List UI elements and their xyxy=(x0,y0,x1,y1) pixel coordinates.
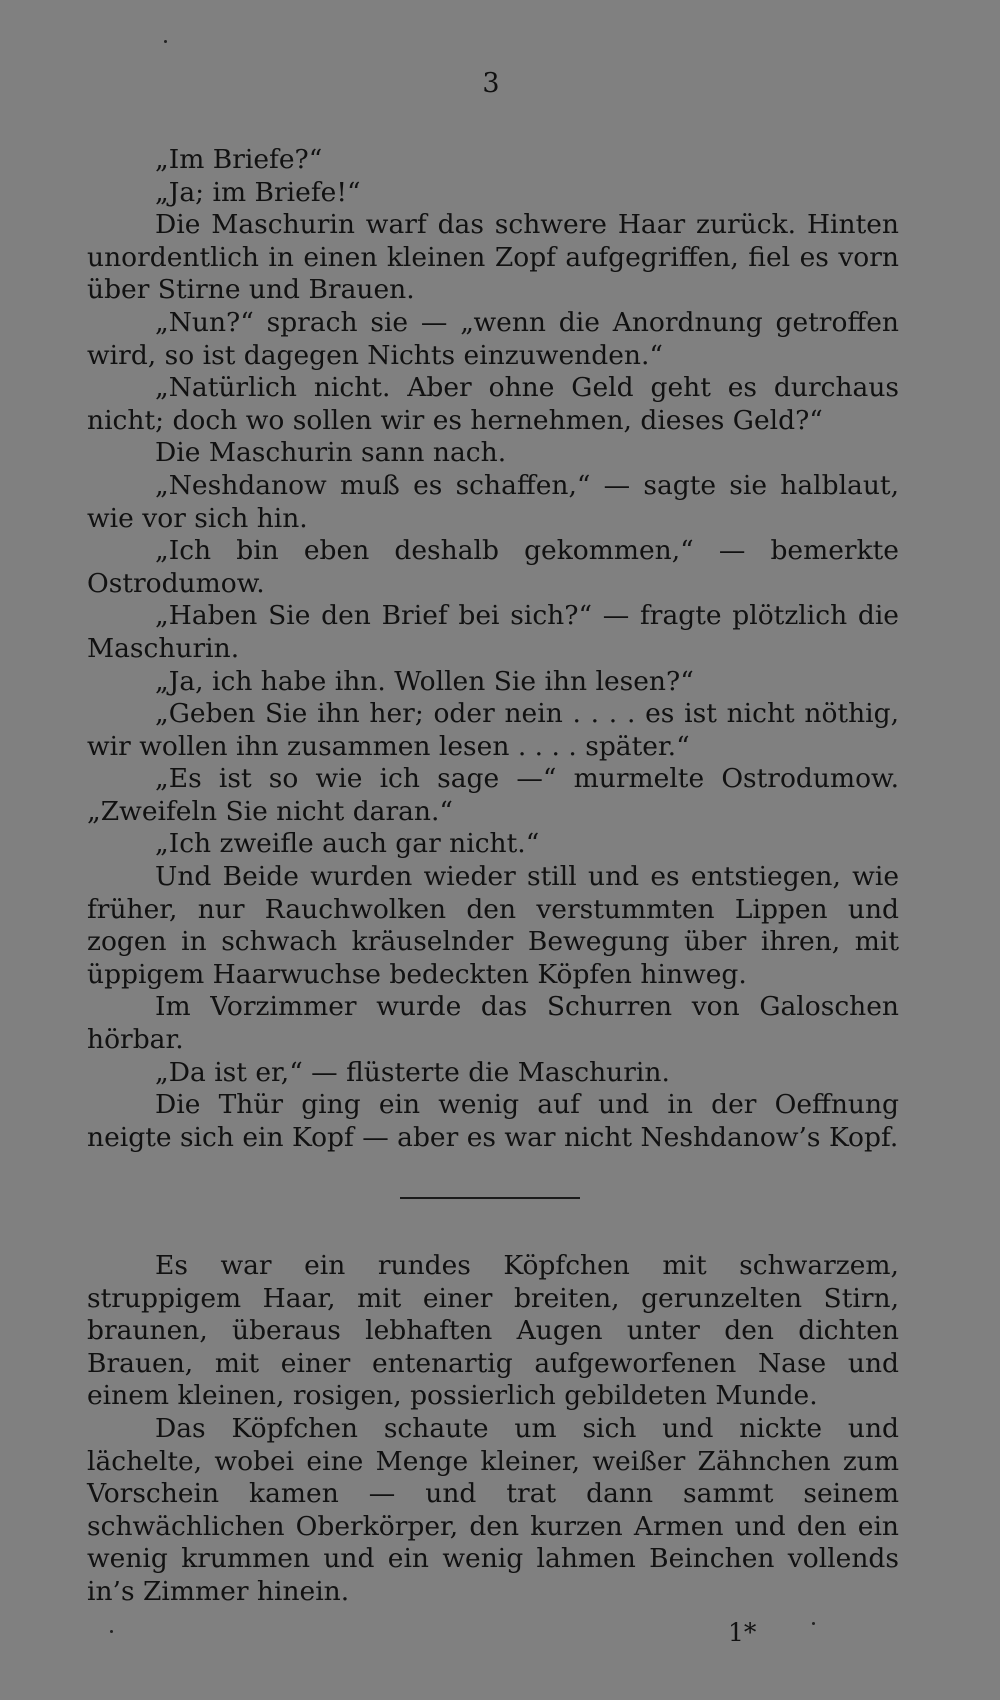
paragraph: Es war ein rundes Köpfchen mit schwarzem, struppigem Haar, mit einer breiten, gerunzelten Stirn, braunen, überaus lebhaften Augen unter den dichten Brauen, mit einer entenartig aufgeworfenen Nase und einem kleinen, rosigen, possierlich gebildeten Munde. xyxy=(87,1250,899,1412)
section-divider xyxy=(400,1197,580,1199)
paragraph: „Ja, ich habe ihn. Wollen Sie ihn lesen?“ xyxy=(155,665,694,697)
paragraph: „Da ist er,“ — flüsterte die Maschurin. xyxy=(155,1056,670,1088)
paragraph: „Im Briefe?“ xyxy=(155,144,323,175)
paragraph: „Natürlich nicht. Aber ohne Geld geht es durchaus nicht; doch wo sollen wir es hernehmen, dieses Geld?“ xyxy=(87,372,899,436)
paragraph: Die Thür ging ein wenig auf und in der Oeffnung neigte sich ein Kopf — aber es war nicht Neshdanow’s Kopf. xyxy=(87,1089,899,1153)
paragraph: Die Maschurin warf das schwere Haar zurück. Hinten unordentlich in einen kleinen Zopf aufgegriffen, fiel es vorn über Stirne und Brauen. xyxy=(87,209,899,306)
paragraph: „Geben Sie ihn her; oder nein . . . . es ist nicht nöthig, wir wollen ihn zusammen lesen . . . . später.“ xyxy=(87,698,899,762)
print-speck xyxy=(812,1622,815,1625)
print-speck xyxy=(164,40,167,43)
paragraph: „Nun?“ sprach sie — „wenn die Anordnung getroffen wird, so ist dagegen Nichts einzuwenden.“ xyxy=(87,306,899,371)
signature-mark: 1* xyxy=(728,1618,757,1647)
paragraph: „Haben Sie den Brief bei sich?“ — fragte plötzlich die Maschurin. xyxy=(87,600,899,664)
paragraph: „Neshdanow muß es schaffen,“ — sagte sie halblaut, wie vor sich hin. xyxy=(87,469,899,534)
paragraph: Das Köpfchen schaute um sich und nickte und lächelte, wobei eine Menge kleiner, weißer Zähnchen zum Vorschein kamen — und trat dann sammt seinem schwächlichen Oberkörper, den kurzen Armen und den ein wenig krummen und ein wenig lahmen Beinchen vollends in’s Zimmer hinein. xyxy=(87,1412,899,1607)
print-speck xyxy=(110,1630,113,1633)
paragraph: Die Maschurin sann nach. xyxy=(155,437,507,469)
paragraph: „Ich zweifle auch gar nicht.“ xyxy=(155,828,540,860)
paragraph: „Ja; im Briefe!“ xyxy=(155,176,361,208)
page-number: 3 xyxy=(482,68,500,99)
paragraph: „Ich bin eben deshalb gekommen,“ — bemerkte Ostrodumow. xyxy=(87,535,899,599)
paragraph: Und Beide wurden wieder still und es entstiegen, wie früher, nur Rauchwolken den verstummten Lippen und zogen in schwach kräuselnder Bewegung über ihren, mit üppigem Haarwuchse bedeckten Köpfen hinweg. xyxy=(87,861,899,990)
text-section-two xyxy=(87,1250,899,1609)
text-section-one xyxy=(87,144,899,1154)
paragraph: „Es ist so wie ich sage —“ murmelte Ostrodumow. „Zweifeln Sie nicht daran.“ xyxy=(87,763,899,827)
paragraph: Im Vorzimmer wurde das Schurren von Galoschen hörbar. xyxy=(87,991,899,1056)
